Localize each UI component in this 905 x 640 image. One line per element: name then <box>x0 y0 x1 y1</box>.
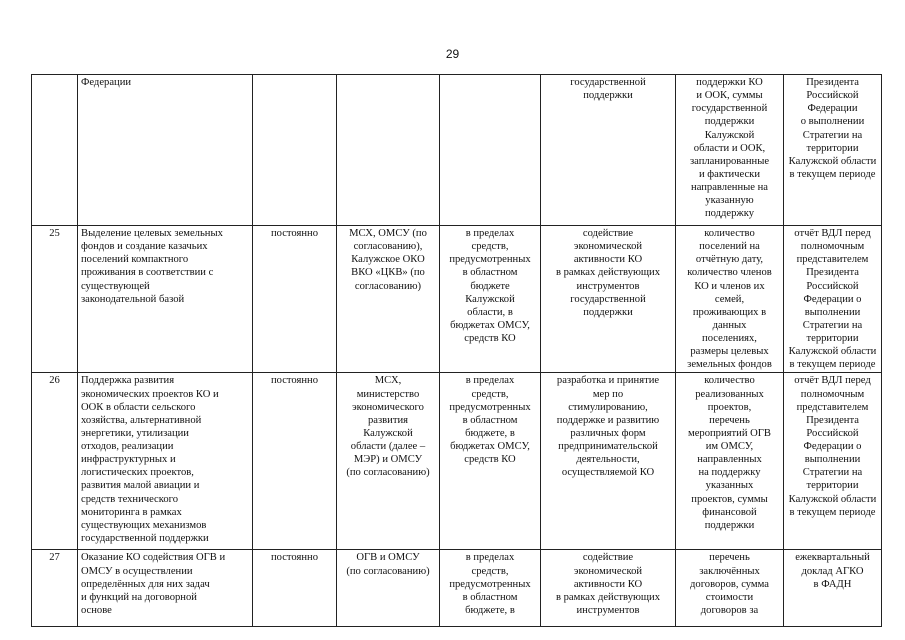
executors-cell: МСХ, ОМСУ (по согласованию), Калужское ОКО ВКО «ЦКВ» (по согласованию) <box>337 226 440 373</box>
executors-cell: МСХ, министерство экономического развития Калужской области (далее – МЭР) и ОМСУ (по согласованию) <box>337 373 440 550</box>
page-number: 29 <box>445 47 460 61</box>
reporting-cell: отчёт ВДЛ перед полномочным представителем Президента Российской Федерации о выполнении Стратегии на территории Калужской области в текущем периоде <box>784 226 882 373</box>
result-cell: содействие экономической активности КО в рамках действующих инструментов государственной поддержки <box>541 226 676 373</box>
term-cell: постоянно <box>253 550 337 627</box>
executors-cell: ОГВ и ОМСУ (по согласованию) <box>337 550 440 627</box>
row-number-cell <box>32 75 78 226</box>
indicators-cell: количество реализованных проектов, перечень мероприятий ОГВ им ОМСУ, направленных на поддержку указанных проектов, суммы финансовой поддержки <box>676 373 784 550</box>
funding-cell: в пределах средств, предусмотренных в областном бюджете Калужской области, в бюджетах ОМСУ, средств КО <box>440 226 541 373</box>
strategy-measures-table <box>31 74 882 627</box>
result-cell: государственной поддержки <box>541 75 676 226</box>
row-number-cell: 27 <box>32 550 78 627</box>
indicators-cell: поддержки КО и ООК, суммы государственной поддержки Калужской области и ООК, запланированные и фактически направленные на указанную поддержку <box>676 75 784 226</box>
row-number-cell: 26 <box>32 373 78 550</box>
indicators-cell: перечень заключённых договоров, сумма стоимости договоров за <box>676 550 784 627</box>
result-cell: разработка и принятие мер по стимулированию, поддержке и развитию различных форм предпринимательской деятельности, осуществляемой КО <box>541 373 676 550</box>
executors-cell <box>337 75 440 226</box>
funding-cell: в пределах средств, предусмотренных в областном бюджете, в <box>440 550 541 627</box>
reporting-cell: ежеквартальный доклад АГКО в ФАДН <box>784 550 882 627</box>
measure-cell: Выделение целевых земельных фондов и создание казачьих поселений компактного проживания в соответствии с существующей законодательной базой <box>78 226 253 373</box>
measure-cell: Поддержка развития экономических проектов КО и ООК в области сельского хозяйства, альтернативной энергетики, утилизации отходов, реализации инфраструктурных и логистических проектов, развития малой авиации и средств технического мониторинга в рамках существующих механизмов государственной поддержки <box>78 373 253 550</box>
term-cell <box>253 75 337 226</box>
table-row <box>32 226 882 373</box>
term-cell: постоянно <box>253 226 337 373</box>
indicators-cell: количество поселений на отчётную дату, количество членов КО и членов их семей, проживающих в данных поселениях, размеры целевых земельных фондов <box>676 226 784 373</box>
result-cell: содействие экономической активности КО в рамках действующих инструментов <box>541 550 676 627</box>
measure-cell: Федерации <box>78 75 253 226</box>
table-row <box>32 550 882 627</box>
table-row <box>32 75 882 226</box>
funding-cell <box>440 75 541 226</box>
measure-cell: Оказание КО содействия ОГВ и ОМСУ в осуществлении определённых для них задач и функций на договорной основе <box>78 550 253 627</box>
row-number-cell: 25 <box>32 226 78 373</box>
reporting-cell: отчёт ВДЛ перед полномочным представителем Президента Российской Федерации о выполнении Стратегии на территории Калужской области в текущем периоде <box>784 373 882 550</box>
table-row <box>32 373 882 550</box>
term-cell: постоянно <box>253 373 337 550</box>
reporting-cell: Президента Российской Федерации о выполнении Стратегии на территории Калужской области в текущем периоде <box>784 75 882 226</box>
funding-cell: в пределах средств, предусмотренных в областном бюджете, в бюджетах ОМСУ, средств КО <box>440 373 541 550</box>
